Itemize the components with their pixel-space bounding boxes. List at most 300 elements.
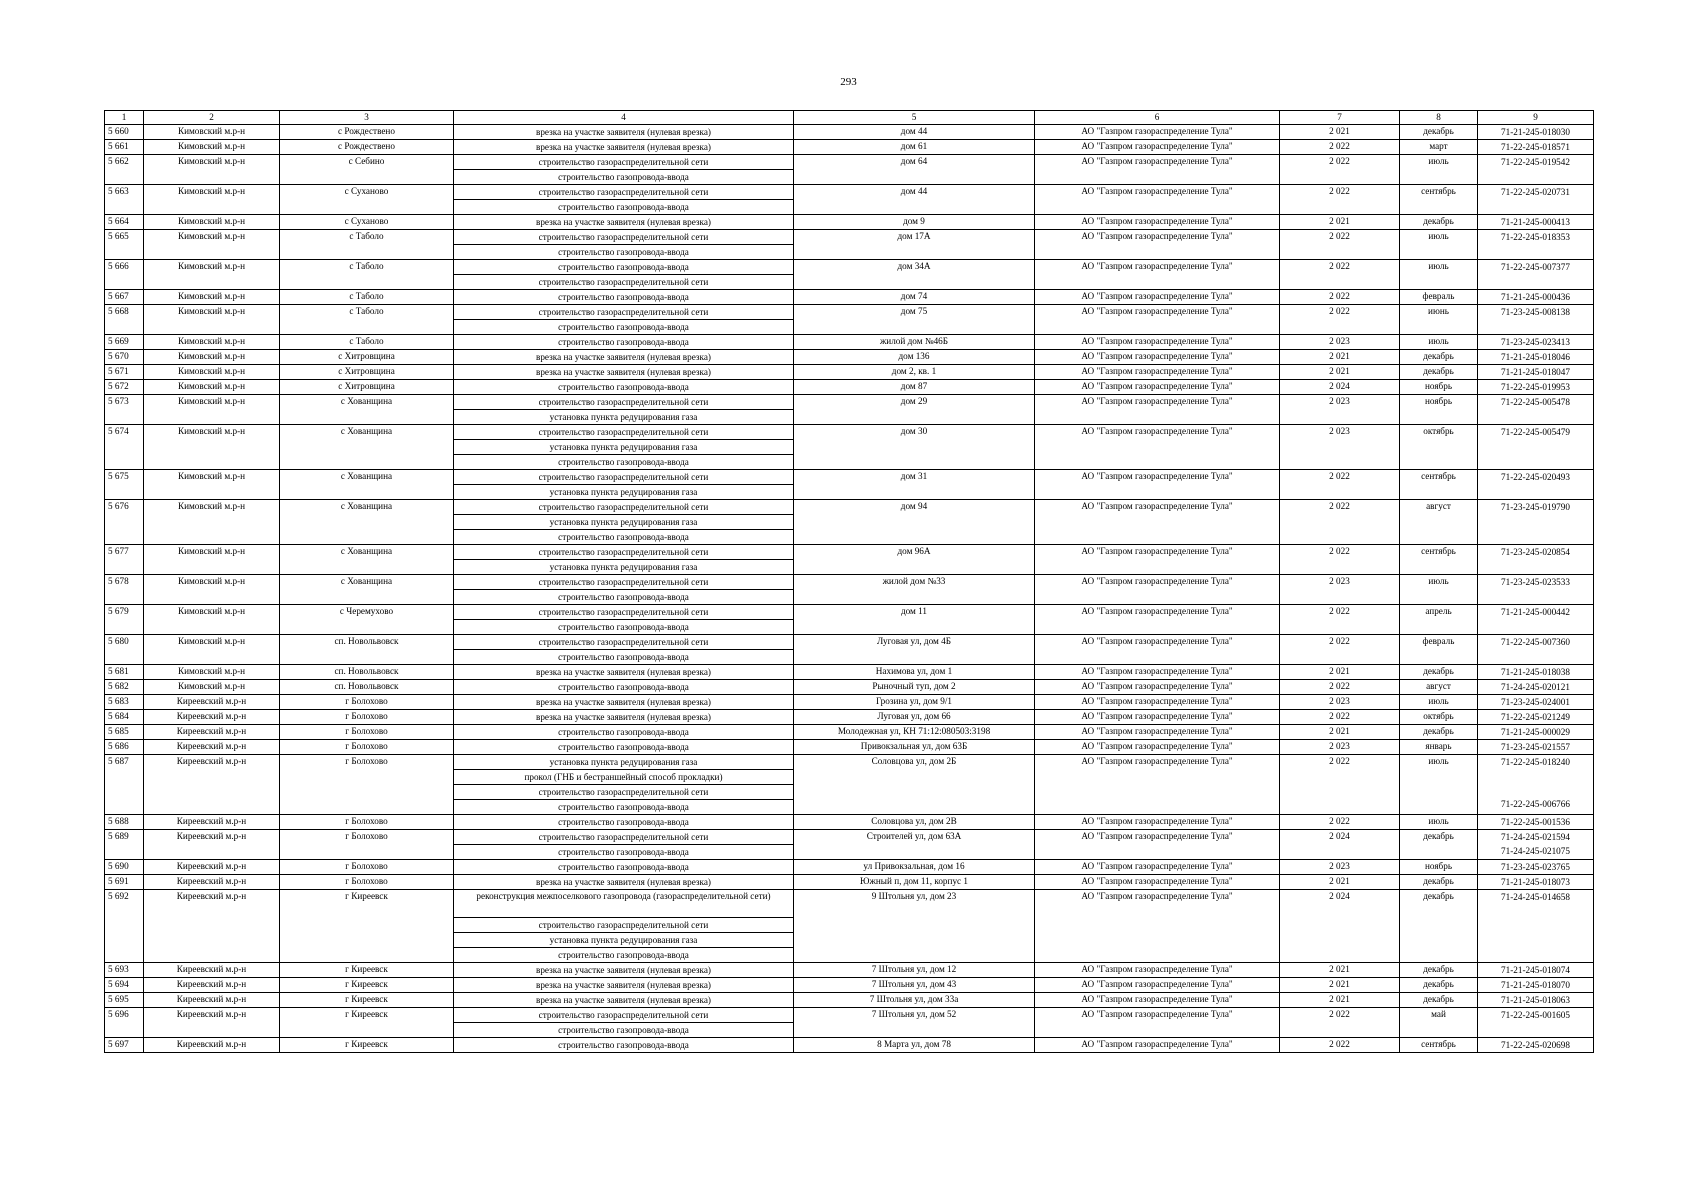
table-row — [105, 993, 1594, 1008]
organization-cell: АО "Газпром газораспределение Тула" — [1035, 815, 1280, 830]
address-cell: Строителей ул, дом 63А — [794, 830, 1035, 860]
address-cell: дом 61 — [794, 140, 1035, 155]
address-cell: Рыночный туп, дом 2 — [794, 680, 1035, 695]
table-row — [105, 725, 1594, 740]
locality-cell: с Рождествено — [280, 140, 454, 155]
district-cell: Кимовский м.р-н — [144, 305, 280, 335]
works-cell — [454, 875, 794, 890]
row-number-cell: 5 691 — [105, 875, 144, 890]
table-row — [105, 215, 1594, 230]
work-item: строительство газораспределительной сети — [454, 635, 793, 650]
month-cell: апрель — [1400, 605, 1478, 635]
data-table — [104, 110, 1594, 1053]
organization-cell: АО "Газпром газораспределение Тула" — [1035, 140, 1280, 155]
table-body — [105, 125, 1594, 1053]
work-item: установка пункта редуцирования газа — [549, 562, 698, 572]
locality-cell: с Таболо — [280, 305, 454, 335]
month-cell: сентябрь — [1400, 1038, 1478, 1053]
locality-cell: с Рождествено — [280, 125, 454, 140]
organization-cell: АО "Газпром газораспределение Тула" — [1035, 350, 1280, 365]
row-number-cell: 5 666 — [105, 260, 144, 290]
row-number-cell: 5 668 — [105, 305, 144, 335]
year-cell: 2 023 — [1280, 425, 1400, 470]
district-cell: Киреевский м.р-н — [144, 725, 280, 740]
locality-cell: с Черемухово — [280, 605, 454, 635]
work-item: строительство газопровода-ввода — [558, 817, 689, 827]
organization-cell: АО "Газпром газораспределение Тула" — [1035, 890, 1280, 963]
work-item: строительство газопровода-ввода — [558, 862, 689, 872]
locality-cell: г Болохово — [280, 695, 454, 710]
table-row — [105, 335, 1594, 350]
works-cell — [454, 680, 794, 695]
address-cell: Луговая ул, дом 4Б — [794, 635, 1035, 665]
code-cell — [1478, 260, 1594, 290]
year-cell: 2 022 — [1280, 305, 1400, 335]
page-number: 293 — [840, 76, 857, 88]
code-cell — [1478, 635, 1594, 665]
row-number-cell: 5 671 — [105, 365, 144, 380]
month-cell: июль — [1400, 695, 1478, 710]
code-cell — [1478, 1008, 1594, 1038]
year-cell: 2 024 — [1280, 890, 1400, 963]
year-cell: 2 022 — [1280, 635, 1400, 665]
works-cell — [454, 755, 794, 815]
address-cell: 7 Штольня ул, дом 43 — [794, 978, 1035, 993]
code-item: 71-21-245-018038 — [1501, 667, 1570, 677]
year-cell: 2 023 — [1280, 395, 1400, 425]
row-number-cell: 5 696 — [105, 1008, 144, 1038]
works-cell — [454, 695, 794, 710]
works-cell — [454, 605, 794, 635]
code-item: 71-21-245-018063 — [1501, 995, 1570, 1005]
year-cell: 2 023 — [1280, 860, 1400, 875]
code-item: 71-24-245-021594 — [1501, 832, 1570, 842]
code-item: 71-22-245-005479 — [1501, 427, 1570, 437]
district-cell: Кимовский м.р-н — [144, 470, 280, 500]
code-item: 71-22-245-021249 — [1501, 712, 1570, 722]
work-item: строительство газопровода-ввода — [558, 1025, 689, 1035]
code-cell — [1478, 185, 1594, 215]
address-cell: Нахимова ул, дом 1 — [794, 665, 1035, 680]
row-number-cell: 5 688 — [105, 815, 144, 830]
works-cell — [454, 380, 794, 395]
works-cell — [454, 305, 794, 335]
column-header: 3 — [280, 111, 454, 125]
column-header: 4 — [454, 111, 794, 125]
month-cell: июль — [1400, 230, 1478, 260]
organization-cell: АО "Газпром газораспределение Тула" — [1035, 230, 1280, 260]
organization-cell: АО "Газпром газораспределение Тула" — [1035, 575, 1280, 605]
column-header: 5 — [794, 111, 1035, 125]
work-item: строительство газораспределительной сети — [454, 545, 793, 560]
work-item: строительство газопровода-ввода — [454, 260, 793, 275]
work-item: установка пункта редуцирования газа — [549, 487, 698, 497]
locality-cell: г Киреевск — [280, 993, 454, 1008]
code-cell — [1478, 470, 1594, 500]
code-cell — [1478, 350, 1594, 365]
code-item: 71-22-245-019953 — [1501, 382, 1570, 392]
year-cell: 2 022 — [1280, 710, 1400, 725]
locality-cell: г Болохово — [280, 755, 454, 815]
month-cell: ноябрь — [1400, 395, 1478, 425]
work-item: врезка на участке заявителя (нулевая врезка) — [536, 352, 711, 362]
work-item: строительство газопровода-ввода — [558, 727, 689, 737]
work-item: строительство газопровода-ввода — [558, 847, 689, 857]
code-cell — [1478, 695, 1594, 710]
table-row — [105, 680, 1594, 695]
code-item: 71-21-245-018047 — [1501, 367, 1570, 377]
code-cell — [1478, 290, 1594, 305]
table-row — [105, 890, 1594, 963]
district-cell: Кимовский м.р-н — [144, 125, 280, 140]
code-cell — [1478, 140, 1594, 155]
code-cell — [1478, 890, 1594, 963]
locality-cell: с Таболо — [280, 290, 454, 305]
organization-cell: АО "Газпром газораспределение Тула" — [1035, 740, 1280, 755]
locality-cell: с Хитровщина — [280, 350, 454, 365]
work-item: строительство газораспределительной сети — [454, 305, 793, 320]
row-number-cell: 5 683 — [105, 695, 144, 710]
locality-cell: г Болохово — [280, 725, 454, 740]
month-cell: сентябрь — [1400, 185, 1478, 215]
works-cell — [454, 365, 794, 380]
table-row — [105, 695, 1594, 710]
row-number-cell: 5 679 — [105, 605, 144, 635]
row-number-cell: 5 673 — [105, 395, 144, 425]
works-cell — [454, 185, 794, 215]
locality-cell: г Болохово — [280, 815, 454, 830]
locality-cell: с Таболо — [280, 335, 454, 350]
row-number-cell: 5 661 — [105, 140, 144, 155]
table-row — [105, 425, 1594, 470]
table-row — [105, 395, 1594, 425]
work-item: строительство газопровода-ввода — [558, 382, 689, 392]
table-row — [105, 290, 1594, 305]
table-row — [105, 545, 1594, 575]
year-cell: 2 023 — [1280, 740, 1400, 755]
year-cell: 2 022 — [1280, 605, 1400, 635]
table-row — [105, 575, 1594, 605]
district-cell: Кимовский м.р-н — [144, 350, 280, 365]
work-item: установка пункта редуцирования газа — [549, 412, 698, 422]
column-header: 8 — [1400, 111, 1478, 125]
organization-cell: АО "Газпром газораспределение Тула" — [1035, 545, 1280, 575]
month-cell: май — [1400, 1008, 1478, 1038]
locality-cell: г Болохово — [280, 740, 454, 755]
work-item: врезка на участке заявителя (нулевая врезка) — [536, 980, 711, 990]
month-cell: июль — [1400, 755, 1478, 815]
address-cell: Соловцова ул, дом 2Б — [794, 755, 1035, 815]
address-cell: Луговая ул, дом 66 — [794, 710, 1035, 725]
works-cell — [454, 978, 794, 993]
district-cell: Киреевский м.р-н — [144, 963, 280, 978]
organization-cell: АО "Газпром газораспределение Тула" — [1035, 963, 1280, 978]
locality-cell: г Болохово — [280, 710, 454, 725]
address-cell: дом 44 — [794, 125, 1035, 140]
work-item: врезка на участке заявителя (нулевая врезка) — [536, 217, 711, 227]
code-cell — [1478, 740, 1594, 755]
table-row — [105, 230, 1594, 260]
district-cell: Кимовский м.р-н — [144, 290, 280, 305]
year-cell: 2 022 — [1280, 230, 1400, 260]
year-cell: 2 022 — [1280, 185, 1400, 215]
address-cell: дом 96А — [794, 545, 1035, 575]
work-item: строительство газораспределительной сети — [454, 185, 793, 200]
work-item: строительство газораспределительной сети — [454, 605, 793, 620]
code-cell — [1478, 755, 1594, 815]
organization-cell: АО "Газпром газораспределение Тула" — [1035, 860, 1280, 875]
organization-cell: АО "Газпром газораспределение Тула" — [1035, 470, 1280, 500]
table-row — [105, 1038, 1594, 1053]
work-item: установка пункта редуцирования газа — [454, 515, 793, 530]
code-cell — [1478, 125, 1594, 140]
code-item: 71-22-245-018240 — [1501, 757, 1570, 767]
table-row — [105, 305, 1594, 335]
district-cell: Киреевский м.р-н — [144, 993, 280, 1008]
year-cell: 2 022 — [1280, 140, 1400, 155]
row-number-cell: 5 680 — [105, 635, 144, 665]
district-cell: Кимовский м.р-н — [144, 395, 280, 425]
works-cell — [454, 740, 794, 755]
month-cell: октябрь — [1400, 425, 1478, 470]
month-cell: декабрь — [1400, 993, 1478, 1008]
works-cell — [454, 575, 794, 605]
work-item: строительство газопровода-ввода — [558, 247, 689, 257]
code-item: 71-22-245-001605 — [1501, 1010, 1570, 1020]
works-cell — [454, 1038, 794, 1053]
address-cell: дом 136 — [794, 350, 1035, 365]
month-cell: июль — [1400, 575, 1478, 605]
work-item: строительство газопровода-ввода — [558, 742, 689, 752]
work-item: строительство газораспределительной сети — [454, 918, 793, 933]
month-cell: ноябрь — [1400, 860, 1478, 875]
code-item: 71-21-245-000442 — [1501, 607, 1570, 617]
code-item: 71-23-245-019790 — [1501, 502, 1570, 512]
code-cell — [1478, 395, 1594, 425]
locality-cell: г Болохово — [280, 830, 454, 860]
locality-cell: с Хованщина — [280, 575, 454, 605]
work-item: строительство газопровода-ввода — [558, 802, 689, 812]
works-cell — [454, 425, 794, 470]
district-cell: Кимовский м.р-н — [144, 425, 280, 470]
address-cell: дом 29 — [794, 395, 1035, 425]
row-number-cell: 5 672 — [105, 380, 144, 395]
works-cell — [454, 815, 794, 830]
organization-cell: АО "Газпром газораспределение Тула" — [1035, 755, 1280, 815]
works-cell — [454, 830, 794, 860]
works-cell — [454, 710, 794, 725]
code-cell — [1478, 963, 1594, 978]
table-row — [105, 665, 1594, 680]
code-cell — [1478, 500, 1594, 545]
table-row — [105, 635, 1594, 665]
works-cell — [454, 993, 794, 1008]
table-row — [105, 710, 1594, 725]
table-row — [105, 830, 1594, 860]
organization-cell: АО "Газпром газораспределение Тула" — [1035, 725, 1280, 740]
code-cell — [1478, 680, 1594, 695]
code-cell — [1478, 425, 1594, 470]
locality-cell: с Хитровщина — [280, 365, 454, 380]
work-item: врезка на участке заявителя (нулевая врезка) — [536, 877, 711, 887]
table-row — [105, 978, 1594, 993]
works-cell — [454, 1008, 794, 1038]
organization-cell: АО "Газпром газораспределение Тула" — [1035, 395, 1280, 425]
year-cell: 2 021 — [1280, 978, 1400, 993]
locality-cell: сп. Новольвовск — [280, 680, 454, 695]
organization-cell: АО "Газпром газораспределение Тула" — [1035, 1038, 1280, 1053]
work-item: строительство газопровода-ввода — [558, 682, 689, 692]
work-item: строительство газопровода-ввода — [558, 950, 689, 960]
organization-cell: АО "Газпром газораспределение Тула" — [1035, 305, 1280, 335]
row-number-cell: 5 676 — [105, 500, 144, 545]
work-item: строительство газопровода-ввода — [558, 292, 689, 302]
address-cell: Южный п, дом 11, корпус 1 — [794, 875, 1035, 890]
works-cell — [454, 215, 794, 230]
year-cell: 2 022 — [1280, 545, 1400, 575]
work-item: строительство газопровода-ввода — [558, 652, 689, 662]
column-header: 9 — [1478, 111, 1594, 125]
code-item: 71-23-245-023533 — [1501, 577, 1570, 587]
district-cell: Киреевский м.р-н — [144, 860, 280, 875]
year-cell: 2 021 — [1280, 350, 1400, 365]
works-cell — [454, 635, 794, 665]
year-cell: 2 022 — [1280, 1038, 1400, 1053]
month-cell: декабрь — [1400, 350, 1478, 365]
year-cell: 2 023 — [1280, 575, 1400, 605]
table-row — [105, 260, 1594, 290]
work-item: строительство газораспределительной сети — [454, 575, 793, 590]
locality-cell: с Себино — [280, 155, 454, 185]
table-row — [105, 740, 1594, 755]
organization-cell: АО "Газпром газораспределение Тула" — [1035, 875, 1280, 890]
work-item: строительство газопровода-ввода — [558, 592, 689, 602]
address-cell: жилой дом №33 — [794, 575, 1035, 605]
code-cell — [1478, 575, 1594, 605]
address-cell: дом 17А — [794, 230, 1035, 260]
row-number-cell: 5 682 — [105, 680, 144, 695]
table-row — [105, 140, 1594, 155]
work-item: строительство газораспределительной сети — [454, 785, 793, 800]
table-row — [105, 185, 1594, 215]
works-cell — [454, 395, 794, 425]
table-row — [105, 755, 1594, 815]
works-cell — [454, 140, 794, 155]
code-item: 71-22-245-018353 — [1501, 232, 1570, 242]
work-item: реконструкция межпоселкового газопровода (газораспределительной сети) — [454, 890, 793, 918]
month-cell: июль — [1400, 335, 1478, 350]
code-item: 71-24-245-020121 — [1501, 682, 1570, 692]
code-cell — [1478, 365, 1594, 380]
work-item: врезка на участке заявителя (нулевая врезка) — [536, 367, 711, 377]
organization-cell: АО "Газпром газораспределение Тула" — [1035, 605, 1280, 635]
year-cell: 2 024 — [1280, 380, 1400, 395]
organization-cell: АО "Газпром газораспределение Тула" — [1035, 710, 1280, 725]
organization-cell: АО "Газпром газораспределение Тула" — [1035, 635, 1280, 665]
code-cell — [1478, 665, 1594, 680]
works-cell — [454, 350, 794, 365]
code-item: 71-22-245-001536 — [1501, 817, 1570, 827]
locality-cell: г Киреевск — [280, 978, 454, 993]
code-cell — [1478, 155, 1594, 185]
locality-cell: с Таболо — [280, 230, 454, 260]
year-cell: 2 021 — [1280, 215, 1400, 230]
address-cell: 7 Штольня ул, дом 33а — [794, 993, 1035, 1008]
year-cell: 2 022 — [1280, 290, 1400, 305]
month-cell: июль — [1400, 815, 1478, 830]
month-cell: декабрь — [1400, 215, 1478, 230]
work-item: строительство газораспределительной сети — [454, 470, 793, 485]
organization-cell: АО "Газпром газораспределение Тула" — [1035, 260, 1280, 290]
table-row — [105, 815, 1594, 830]
organization-cell: АО "Газпром газораспределение Тула" — [1035, 335, 1280, 350]
locality-cell: сп. Новольвовск — [280, 635, 454, 665]
year-cell: 2 024 — [1280, 830, 1400, 860]
district-cell: Киреевский м.р-н — [144, 740, 280, 755]
month-cell: декабрь — [1400, 665, 1478, 680]
code-item: 71-22-245-007377 — [1501, 262, 1570, 272]
month-cell: февраль — [1400, 635, 1478, 665]
works-cell — [454, 155, 794, 185]
locality-cell: с Хованщина — [280, 425, 454, 470]
code-cell — [1478, 860, 1594, 875]
district-cell: Кимовский м.р-н — [144, 380, 280, 395]
works-cell — [454, 470, 794, 500]
organization-cell: АО "Газпром газораспределение Тула" — [1035, 680, 1280, 695]
year-cell: 2 022 — [1280, 755, 1400, 815]
year-cell: 2 023 — [1280, 335, 1400, 350]
row-number-cell: 5 693 — [105, 963, 144, 978]
row-number-cell: 5 695 — [105, 993, 144, 1008]
column-header: 6 — [1035, 111, 1280, 125]
code-item: 71-23-245-020854 — [1501, 547, 1570, 557]
work-item: строительство газопровода-ввода — [558, 202, 689, 212]
month-cell: июль — [1400, 260, 1478, 290]
organization-cell: АО "Газпром газораспределение Тула" — [1035, 1008, 1280, 1038]
works-cell — [454, 500, 794, 545]
code-item: 71-21-245-018070 — [1501, 980, 1570, 990]
month-cell: февраль — [1400, 290, 1478, 305]
district-cell: Кимовский м.р-н — [144, 215, 280, 230]
code-item: 71-21-245-018046 — [1501, 352, 1570, 362]
address-cell: 7 Штольня ул, дом 12 — [794, 963, 1035, 978]
work-item: строительство газопровода-ввода — [558, 457, 689, 467]
works-cell — [454, 545, 794, 575]
address-cell: Соловцова ул, дом 2В — [794, 815, 1035, 830]
work-item: установка пункта редуцирования газа — [454, 933, 793, 948]
district-cell: Киреевский м.р-н — [144, 1008, 280, 1038]
organization-cell: АО "Газпром газораспределение Тула" — [1035, 993, 1280, 1008]
row-number-cell: 5 697 — [105, 1038, 144, 1053]
address-cell: дом 75 — [794, 305, 1035, 335]
district-cell: Кимовский м.р-н — [144, 140, 280, 155]
work-item: врезка на участке заявителя (нулевая врезка) — [536, 697, 711, 707]
works-cell — [454, 665, 794, 680]
month-cell: сентябрь — [1400, 545, 1478, 575]
address-cell: дом 94 — [794, 500, 1035, 545]
row-number-cell: 5 665 — [105, 230, 144, 260]
code-item: 71-22-245-020493 — [1501, 472, 1570, 482]
address-cell: жилой дом №46Б — [794, 335, 1035, 350]
table-row — [105, 365, 1594, 380]
row-number-cell: 5 675 — [105, 470, 144, 500]
code-item: 71-23-245-008138 — [1501, 307, 1570, 317]
district-cell: Киреевский м.р-н — [144, 755, 280, 815]
row-number-cell: 5 690 — [105, 860, 144, 875]
month-cell: июнь — [1400, 305, 1478, 335]
address-cell: Молодежная ул, КН 71:12:080503:3198 — [794, 725, 1035, 740]
code-item: 71-22-245-018571 — [1501, 142, 1570, 152]
